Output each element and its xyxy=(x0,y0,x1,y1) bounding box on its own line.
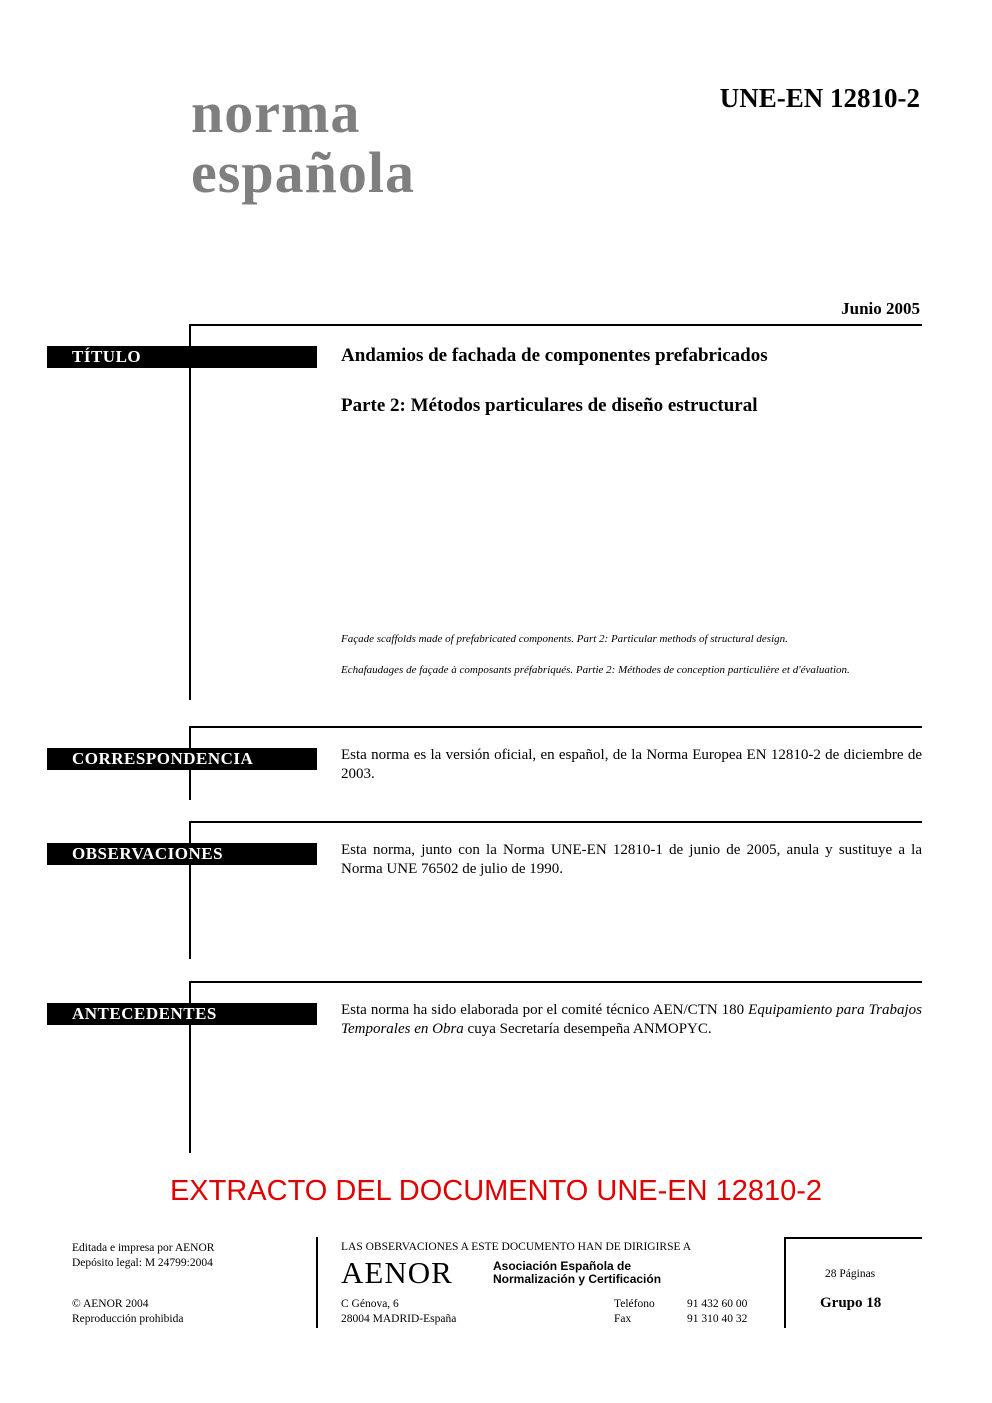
aenor-association xyxy=(493,1260,661,1286)
aenor-logo: AENOR xyxy=(341,1255,453,1290)
footer-address-street: C Génova, 6 xyxy=(341,1298,399,1310)
footer-edited: Editada e impresa por AENOR xyxy=(72,1242,215,1254)
footer-divider-right xyxy=(784,1237,786,1328)
titulo-vertical-rule xyxy=(189,324,191,700)
observaciones-text: Esta norma, junto con la Norma UNE-EN 12810-1 de junio de 2005, anula y sustituye a la Norma UNE 76502 de julio de 1990. xyxy=(341,842,922,877)
publication-date: Junio 2005 xyxy=(841,299,920,318)
english-title: Façade scaffolds made of prefabricated components. Part 2: Particular methods of structural design. xyxy=(341,633,788,645)
french-title: Echafaudages de façade à composants préfabriqués. Partie 2: Méthodes de conception particulière et d'évaluation. xyxy=(341,664,850,676)
assoc-line-2: Normalización y Certificación xyxy=(493,1272,662,1286)
footer-phone-label: Teléfono xyxy=(614,1298,655,1310)
footer-deposit: Depósito legal: M 24799:2004 xyxy=(72,1257,213,1269)
titulo-label: TÍTULO xyxy=(47,346,317,368)
footer-reproduction: Reproducción prohibida xyxy=(72,1313,184,1325)
footer-fax-label: Fax xyxy=(614,1313,632,1325)
footer-fax: 91 310 40 32 xyxy=(687,1313,748,1325)
document-subtitle: Parte 2: Métodos particulares de diseño estructural xyxy=(341,395,758,416)
correspondencia-text: Esta norma es la versión oficial, en español, de la Norma Europea EN 12810-2 de diciembre de 2003. xyxy=(341,747,922,782)
observaciones-top-rule xyxy=(189,821,922,823)
footer-pages: 28 Páginas xyxy=(825,1268,876,1280)
antecedentes-top-rule xyxy=(189,981,922,983)
document-title: Andamios de fachada de componentes prefabricados xyxy=(341,345,768,366)
footer-group: Grupo 18 xyxy=(820,1295,882,1311)
footer-copyright: © AENOR 2004 xyxy=(72,1298,149,1310)
footer-phone: 91 432 60 00 xyxy=(687,1298,748,1310)
antecedentes-label: ANTECEDENTES xyxy=(47,1003,317,1025)
extract-notice: EXTRACTO DEL DOCUMENTO UNE-EN 12810-2 xyxy=(169,1175,823,1207)
observaciones-label: OBSERVACIONES xyxy=(47,843,317,865)
footer-divider-left xyxy=(316,1237,318,1328)
observaciones-vertical-rule xyxy=(189,821,191,959)
correspondencia-top-rule xyxy=(189,726,922,728)
header-word-norma: norma xyxy=(191,80,361,145)
antecedentes-text-suffix: cuya Secretaría desempeña ANMOPYC. xyxy=(463,1021,712,1037)
antecedentes-text xyxy=(341,1001,922,1039)
footer-pages-top-rule xyxy=(784,1237,922,1239)
standard-number: UNE-EN 12810-2 xyxy=(719,83,920,113)
assoc-line-1: Asociación Española de xyxy=(493,1259,632,1273)
header-word-espanola: española xyxy=(191,140,415,205)
correspondencia-label: CORRESPONDENCIA xyxy=(47,748,317,770)
antecedentes-committee-name: Equipamiento para Trabajos Temporales en Obra xyxy=(341,1002,922,1037)
titulo-top-rule xyxy=(189,324,922,326)
footer-address-city: 28004 MADRID-España xyxy=(341,1313,457,1325)
antecedentes-text-prefix: Esta norma ha sido elaborada por el comité técnico AEN/CTN 180 xyxy=(341,1002,749,1018)
footer-observations-header: LAS OBSERVACIONES A ESTE DOCUMENTO HAN DE DIRIGIRSE A xyxy=(341,1241,692,1253)
